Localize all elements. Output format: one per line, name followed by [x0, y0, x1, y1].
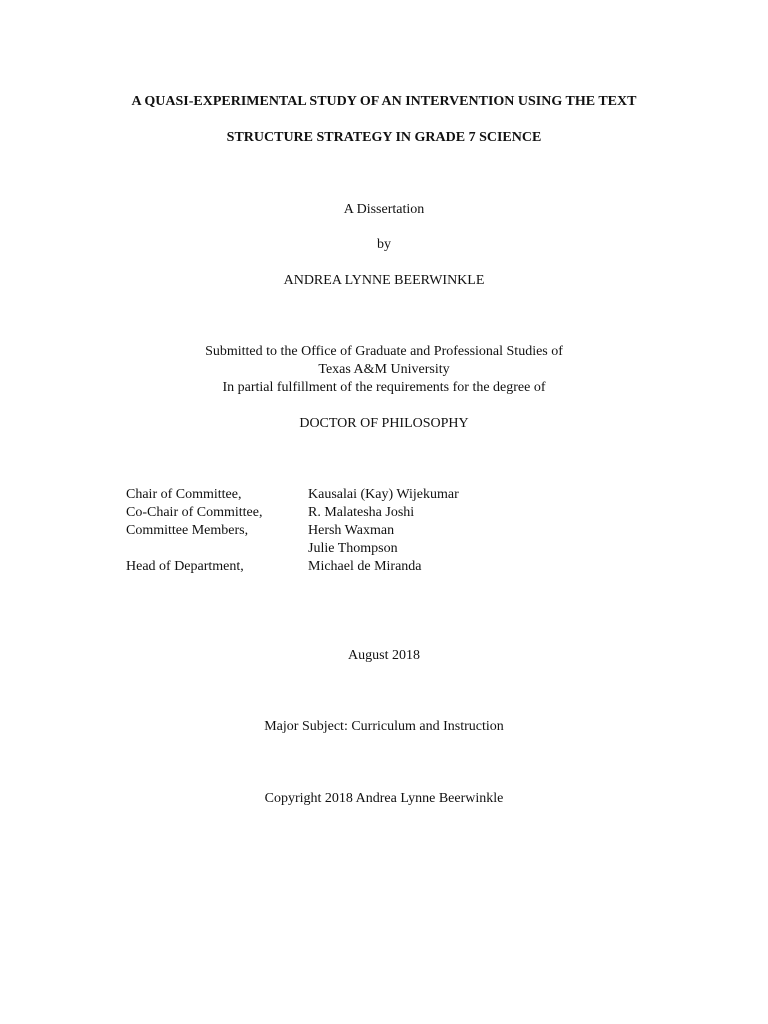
- committee-member-name: R. Malatesha Joshi: [308, 505, 415, 520]
- submitted-line-1: Submitted to the Office of Graduate and Professional Studies of: [205, 344, 563, 359]
- title-line-1: A QUASI-EXPERIMENTAL STUDY OF AN INTERVENTION USING THE TEXT: [131, 94, 637, 109]
- committee-role: Chair of Committee,: [126, 487, 242, 502]
- committee-member-name: Julie Thompson: [308, 541, 398, 556]
- committee-row: [126, 522, 686, 540]
- committee-member-name: Kausalai (Kay) Wijekumar: [308, 487, 459, 502]
- committee-role: Head of Department,: [126, 559, 244, 574]
- committee-row: [126, 486, 686, 504]
- major-subject: Major Subject: Curriculum and Instruction: [264, 719, 504, 734]
- by-label: by: [377, 237, 391, 252]
- submitted-line-2: Texas A&M University: [318, 362, 450, 377]
- committee-member-name: Michael de Miranda: [308, 559, 422, 574]
- committee-role: Co-Chair of Committee,: [126, 505, 263, 520]
- committee-role: [126, 540, 308, 558]
- committee-role: Committee Members,: [126, 523, 249, 538]
- committee-row: [126, 540, 686, 558]
- submission-date: August 2018: [348, 648, 420, 663]
- title-line-2: STRUCTURE STRATEGY IN GRADE 7 SCIENCE: [226, 130, 542, 145]
- degree-name: DOCTOR OF PHILOSOPHY: [299, 416, 469, 431]
- author-name: ANDREA LYNNE BEERWINKLE: [283, 273, 485, 288]
- copyright-notice: Copyright 2018 Andrea Lynne Beerwinkle: [264, 791, 504, 806]
- submitted-line-3: In partial fulfillment of the requirements for the degree of: [222, 380, 546, 395]
- committee-row: [126, 558, 686, 576]
- committee-member-name: Hersh Waxman: [308, 523, 395, 538]
- document-type: A Dissertation: [343, 202, 425, 217]
- committee-list: [126, 486, 686, 576]
- committee-row: [126, 504, 686, 522]
